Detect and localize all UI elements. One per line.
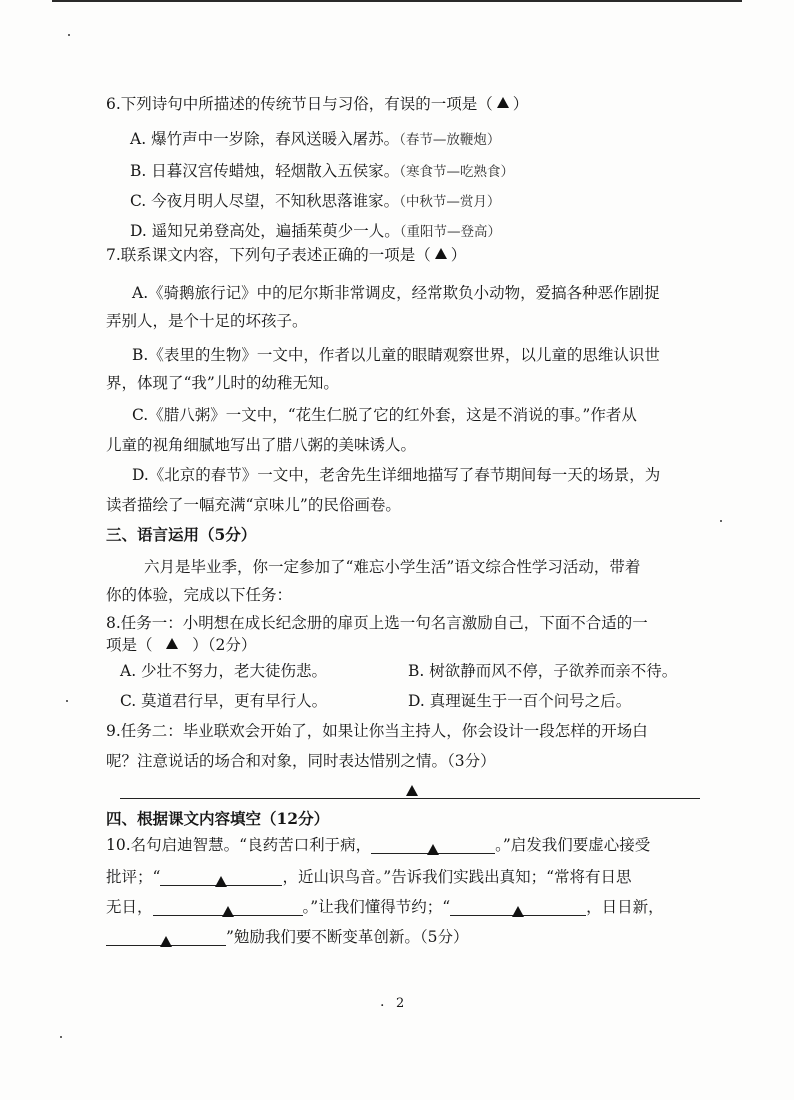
q9-answer-line: [120, 798, 700, 799]
q8-stem-line2: 项是（ ）（2分）: [106, 636, 257, 654]
footer-dot: .: [380, 994, 385, 1010]
q6-option-c: C. 今夜月明人尽望，不知秋思落谁家。（中秋节—赏月）: [130, 192, 501, 210]
answer-triangle-icon: [222, 906, 234, 917]
q7-b-line2: 界，体现了“我”儿时的幼稚无知。: [106, 374, 339, 392]
fill-blank-2[interactable]: [160, 869, 282, 886]
q6-option-a: A. 爆竹声中一岁除，春风送暖入屠苏。（春节—放鞭炮）: [130, 130, 501, 148]
q9-stem-line2: 呢？注意说话的场合和对象，同时表达惜别之情。（3分）: [106, 752, 496, 770]
q10-line3: 无日， 。”让我们懂得节约；“ ，日日新，: [106, 898, 664, 916]
q8-stem-line1: 8.任务一：小明想在成长纪念册的扉页上选一句名言激励自己，下面不合适的一: [106, 614, 648, 632]
q7-a-line1: A.《骑鹅旅行记》中的尼尔斯非常调皮，经常欺负小动物，爱搞各种恶作剧捉: [132, 284, 660, 302]
q7-c-line2: 儿童的视角细腻地写出了腊八粥的美味诱人。: [106, 436, 417, 454]
q8-option-b: B. 树欲静而风不停，子欲养而亲不待。: [408, 662, 678, 680]
q10-line4: ”勉励我们要不断变革创新。（5分）: [106, 926, 469, 948]
s3-intro-line1: 六月是毕业季，你一定参加了“难忘小学生活”语文综合性学习活动，带着: [144, 558, 641, 576]
answer-triangle-icon: [215, 876, 227, 887]
q7-a-line2: 弄别人，是个十足的坏孩子。: [106, 312, 308, 330]
q7-d-line2: 读者描绘了一幅充满“京味儿”的民俗画卷。: [106, 496, 401, 514]
q7-b-line1: B.《表里的生物》一文中，作者以儿童的眼睛观察世界，以儿童的思维认识世: [132, 346, 660, 364]
q8-option-c: C. 莫道君行早，更有早行人。: [120, 692, 328, 710]
fill-blank-5[interactable]: [106, 929, 226, 946]
answer-triangle-icon: [497, 97, 509, 108]
scan-speck: [68, 34, 70, 36]
q8-option-d: D. 真理诞生于一百个问号之后。: [408, 692, 632, 710]
section-3-title: 三、语言运用（5分）: [106, 525, 257, 544]
fill-blank-4[interactable]: [450, 899, 586, 916]
q7-d-line1: D.《北京的春节》一文中，老舍先生详细地描写了春节期间每一天的场景，为: [132, 466, 661, 484]
scan-speck: [720, 520, 722, 522]
answer-triangle-icon: [166, 638, 178, 649]
fill-blank-1[interactable]: [371, 837, 495, 854]
q8-option-a: A. 少壮不努力，老大徒伤悲。: [120, 662, 328, 680]
q7-c-line1: C.《腊八粥》一文中，“花生仁脱了它的红外套，这是不消说的事。”作者从: [132, 406, 637, 424]
s3-intro-line2: 你的体验，完成以下任务：: [106, 586, 293, 604]
section-4-title: 四、根据课文内容填空（12分）: [106, 809, 330, 828]
q9-stem-line1: 9.任务二：毕业联欢会开始了，如果让你当主持人，你会设计一段怎样的开场白: [106, 722, 648, 740]
q7-stem: 7.联系课文内容，下列句子表述正确的一项是（ ）: [106, 246, 467, 264]
answer-triangle-icon: [435, 248, 447, 259]
q10-line1: 10.名句启迪智慧。“良药苦口利于病， 。”启发我们要虚心接受: [106, 836, 651, 854]
q6-option-b: B. 日暮汉宫传蜡烛，轻烟散入五侯家。（寒食节—吃熟食）: [130, 162, 515, 180]
answer-triangle-icon: [512, 906, 524, 917]
scan-speck: [60, 1036, 62, 1038]
page-number: 2: [396, 996, 405, 1011]
answer-triangle-icon: [160, 936, 172, 947]
q6-option-d: D. 遥知兄弟登高处，遍插茱萸少一人。（重阳节—登高）: [130, 222, 502, 240]
q6-stem: 6.下列诗句中所描述的传统节日与习俗，有误的一项是（ ）: [106, 95, 529, 113]
answer-triangle-icon: [406, 785, 418, 796]
scan-speck: [66, 700, 68, 702]
q10-line2: 批评；“ ，近山识鸟音。”告诉我们实践出真知；“常将有日思: [106, 868, 632, 886]
fill-blank-3[interactable]: [153, 899, 303, 916]
answer-triangle-icon: [427, 844, 439, 855]
top-border-line: [52, 0, 742, 2]
